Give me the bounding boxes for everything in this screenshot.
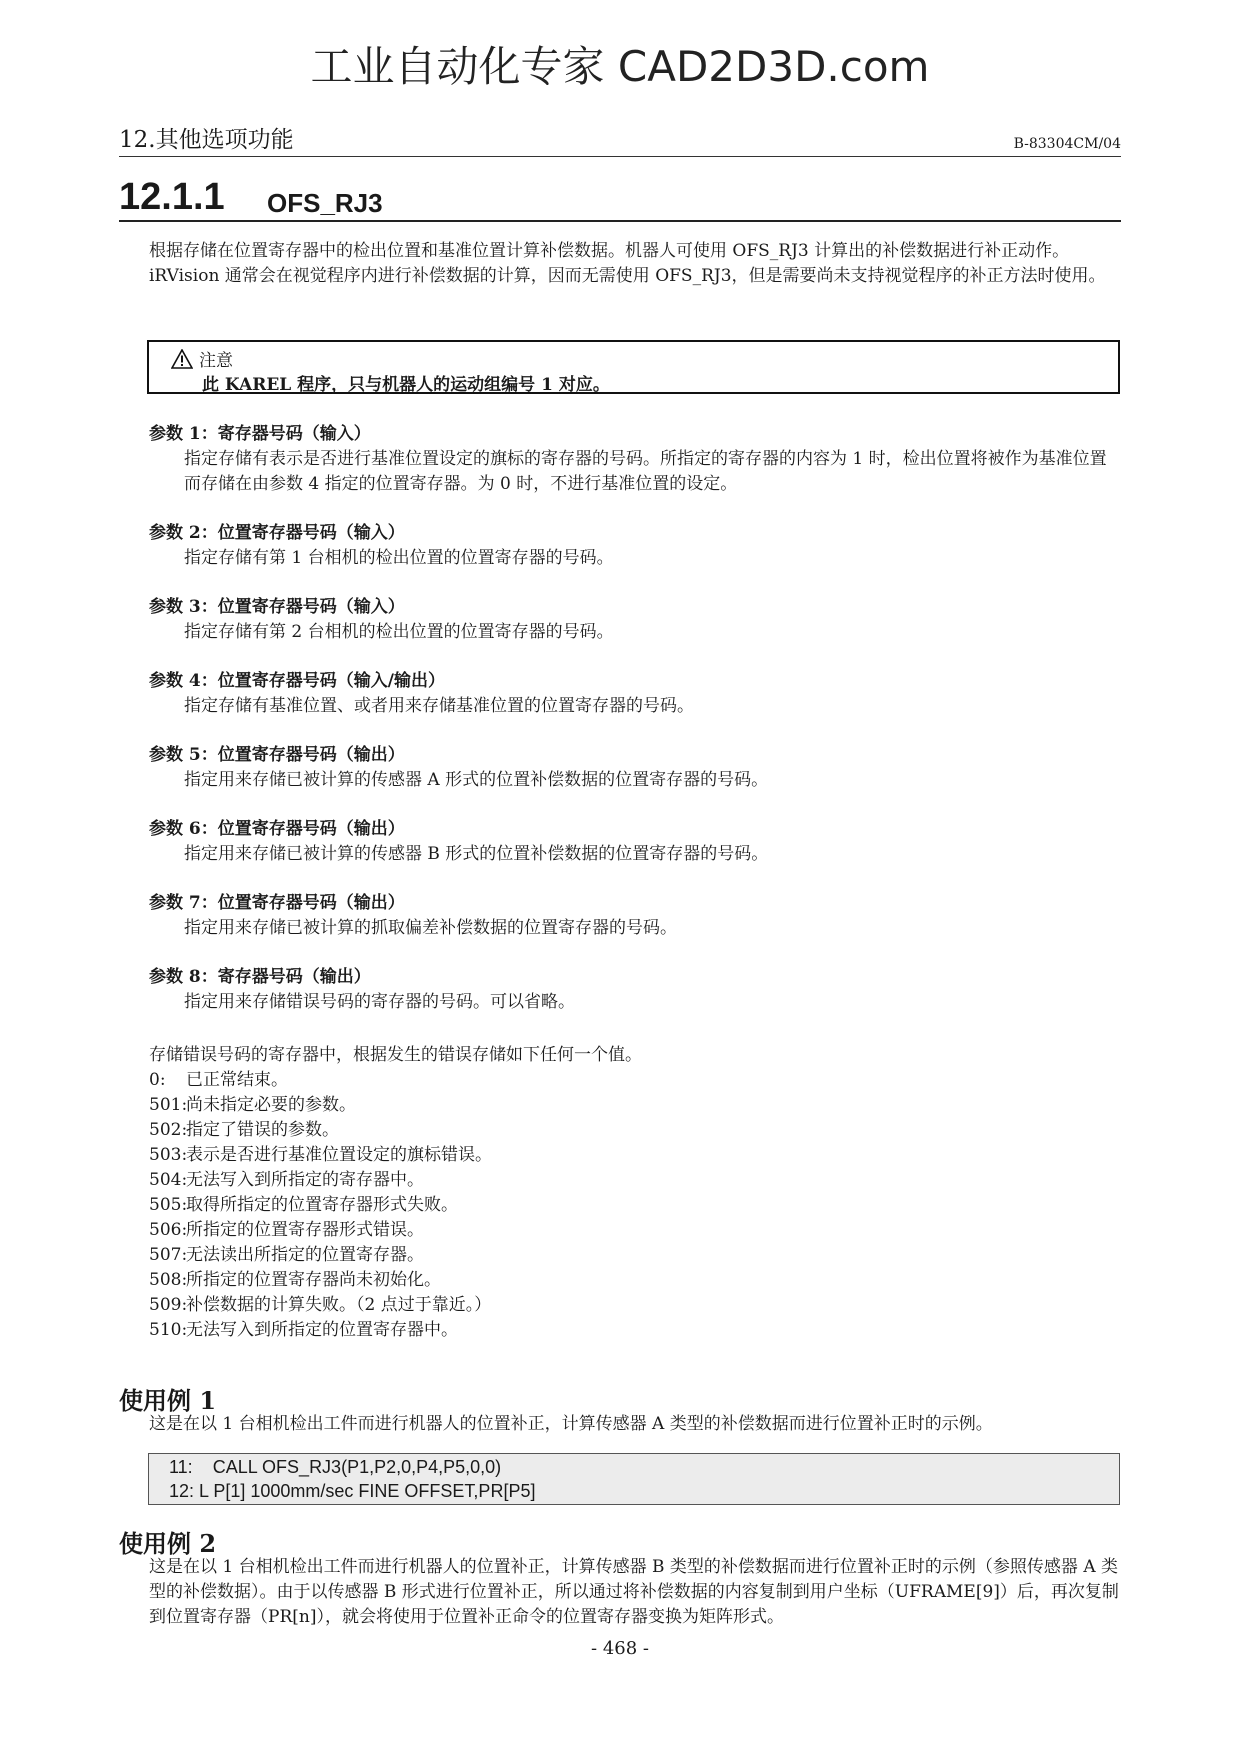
param-description: 指定用来存储已被计算的传感器 A 形式的位置补偿数据的位置寄存器的号码。: [184, 770, 769, 790]
intro-paragraph: 根据存储在位置寄存器中的检出位置和基准位置计算补偿数据。机器人可使用 OFS_RJ3 计算出的补偿数据进行补正动作。iRVision 通常会在视觉程序内进行补偿数据的计算，因而无需使用 OFS_RJ3，但是需要尚未支持视觉程序的补正方法时使用。: [149, 241, 1106, 286]
caution-box: [147, 340, 1120, 394]
error-code-item: [149, 1118, 492, 1143]
section-title: OFS_RJ3: [267, 188, 383, 218]
error-code: 502:: [149, 1120, 188, 1140]
param-6: [149, 817, 1120, 867]
param-2: [149, 521, 1120, 571]
code-line: 12: L P[1] 1000mm/sec FINE OFFSET,PR[P5]: [169, 1481, 536, 1501]
error-code-item: [149, 1218, 492, 1243]
error-code-item: [149, 1268, 492, 1293]
param-heading: 参数 7：位置寄存器号码（输出）: [149, 893, 405, 913]
chapter-title: 12.其他选项功能: [119, 127, 294, 153]
error-code-item: [149, 1193, 492, 1218]
param-5: [149, 743, 1120, 793]
error-text: 尚未指定必要的参数。: [186, 1095, 356, 1115]
param-description: 指定用来存储已被计算的抓取偏差补偿数据的位置寄存器的号码。: [184, 918, 677, 938]
param-description: 指定用来存储已被计算的传感器 B 形式的位置补偿数据的位置寄存器的号码。: [184, 844, 769, 864]
param-heading: 参数 3：位置寄存器号码（输入）: [149, 597, 405, 617]
error-code-item: [149, 1093, 492, 1118]
code-block: [148, 1453, 1120, 1505]
error-text: 已正常结束。: [186, 1070, 288, 1090]
error-text: 所指定的位置寄存器尚未初始化。: [186, 1270, 441, 1290]
page-number: - 468 -: [591, 1638, 649, 1659]
error-code: 506:: [149, 1220, 188, 1240]
parameter-list: [149, 422, 1120, 1039]
param-8: [149, 965, 1120, 1015]
error-text: 无法读出所指定的位置寄存器。: [186, 1245, 424, 1265]
example-1-description: 这是在以 1 台相机检出工件而进行机器人的位置补正，计算传感器 A 类型的补偿数据而进行位置补正时的示例。: [149, 1414, 993, 1434]
error-code: 509:: [149, 1295, 188, 1315]
example-2-heading: 使用例 2: [119, 1529, 217, 1558]
example-1-heading: 使用例 1: [119, 1386, 217, 1415]
error-code-item: [149, 1168, 492, 1193]
warning-triangle-icon: [171, 349, 193, 374]
error-code: 507:: [149, 1245, 188, 1265]
error-code-item: [149, 1068, 492, 1093]
param-description: 指定用来存储错误号码的寄存器的号码。可以省略。: [184, 992, 575, 1012]
error-code-item: [149, 1293, 492, 1318]
error-code: 508:: [149, 1270, 188, 1290]
example-2-description: 这是在以 1 台相机检出工件而进行机器人的位置补正，计算传感器 B 类型的补偿数据而进行位置补正时的示例（参照传感器 A 类型的补偿数据）。由于以传感器 B 形式进行位置补正，所以通过将补偿数据的内容复制到用户坐标（UFRAME[9]）后，再次复制到位置寄存器（PR[n]），就会将使用于位置补正命令的位置寄存器变换为矩阵形式。: [149, 1557, 1119, 1627]
param-3: [149, 595, 1120, 645]
error-text: 取得所指定的位置寄存器形式失败。: [186, 1195, 458, 1215]
param-description: 指定存储有表示是否进行基准位置设定的旗标的寄存器的号码。所指定的寄存器的内容为 1 时，检出位置将被作为基准位置而存储在由参数 4 指定的位置寄存器。为 0 时，不进行基准位置的设定。: [184, 449, 1107, 494]
error-text: 所指定的位置寄存器形式错误。: [186, 1220, 424, 1240]
error-text: 无法写入到所指定的位置寄存器中。: [186, 1320, 458, 1340]
error-code-item: [149, 1143, 492, 1168]
error-text: 无法写入到所指定的寄存器中。: [186, 1170, 424, 1190]
error-code: 503:: [149, 1145, 188, 1165]
error-code: 505:: [149, 1195, 188, 1215]
document-code: B-83304CM/04: [1013, 136, 1121, 152]
param-1: [149, 422, 1120, 497]
param-4: [149, 669, 1120, 719]
caution-label: 注意: [199, 351, 233, 371]
param-heading: 参数 6：位置寄存器号码（输出）: [149, 819, 405, 839]
param-description: 指定存储有第 2 台相机的检出位置的位置寄存器的号码。: [184, 622, 614, 642]
section-heading: [119, 176, 1121, 222]
param-heading: 参数 1：寄存器号码（输入）: [149, 424, 371, 444]
error-code-item: [149, 1318, 492, 1343]
running-header: [119, 124, 1121, 157]
error-text: 表示是否进行基准位置设定的旗标错误。: [186, 1145, 492, 1165]
watermark-banner: 工业自动化专家 CAD2D3D.com: [310, 42, 930, 91]
section-number: 12.1.1: [119, 176, 225, 218]
error-code-item: [149, 1243, 492, 1268]
error-code: 0:: [149, 1070, 166, 1090]
error-code-list: [149, 1068, 492, 1343]
error-code: 501:: [149, 1095, 188, 1115]
param-heading: 参数 4：位置寄存器号码（输入/输出）: [149, 671, 445, 691]
param-description: 指定存储有第 1 台相机的检出位置的位置寄存器的号码。: [184, 548, 614, 568]
error-text: 指定了错误的参数。: [186, 1120, 339, 1140]
error-text: 补偿数据的计算失败。（2 点过于靠近。）: [186, 1295, 492, 1315]
error-code: 504:: [149, 1170, 188, 1190]
error-code: 510:: [149, 1320, 188, 1340]
param-7: [149, 891, 1120, 941]
param-heading: 参数 8：寄存器号码（输出）: [149, 967, 371, 987]
param-heading: 参数 5：位置寄存器号码（输出）: [149, 745, 405, 765]
caution-text: 此 KAREL 程序，只与机器人的运动组编号 1 对应。: [202, 375, 610, 395]
code-line: 11: CALL OFS_RJ3(P1,P2,0,P4,P5,0,0): [169, 1457, 502, 1477]
error-codes-intro: 存储错误号码的寄存器中，根据发生的错误存储如下任何一个值。: [149, 1045, 642, 1065]
param-heading: 参数 2：位置寄存器号码（输入）: [149, 523, 405, 543]
param-description: 指定存储有基准位置、或者用来存储基准位置的位置寄存器的号码。: [184, 696, 694, 716]
